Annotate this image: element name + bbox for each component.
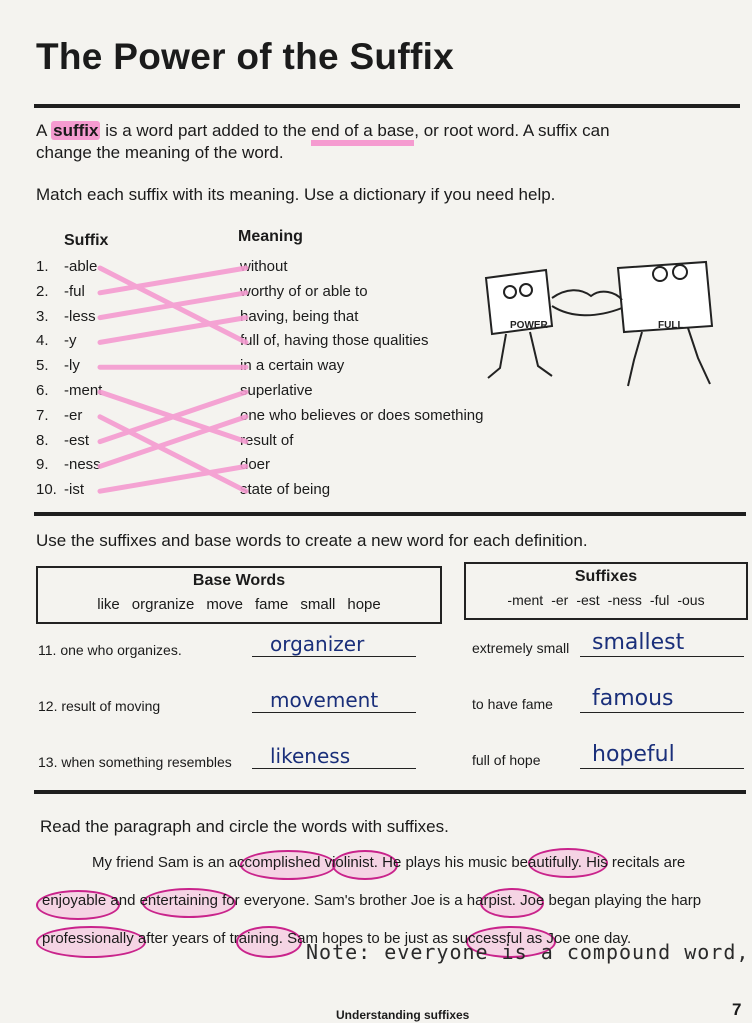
- meaning-item: having, being that: [240, 308, 359, 325]
- match-number: 2.: [36, 283, 49, 300]
- base-words-list: [38, 596, 440, 613]
- suffix-item: -est: [64, 432, 90, 449]
- meaning-item: result of: [240, 432, 294, 449]
- meaning-item: one who believes or does something: [240, 407, 484, 424]
- answer-line: [580, 712, 744, 713]
- suffix-option: -ous: [677, 592, 705, 608]
- definition-label: full of hope: [472, 752, 541, 768]
- create-word-instruction: Use the suffixes and base words to create a new word for each definition.: [36, 531, 588, 550]
- suffix-header: Suffix: [64, 232, 109, 249]
- meaning-item: in a certain way: [240, 357, 345, 374]
- paragraph-line-2: enjoyable and entertaining for everyone. Sam's brother Joe is a harpist. Joe began playing the harp: [42, 892, 702, 909]
- suffixes-list: [466, 592, 746, 608]
- match-number: 6.: [36, 382, 49, 399]
- definition-label: 11. one who organizes.: [38, 642, 182, 658]
- page-title: The Power of the Suffix: [36, 36, 455, 77]
- match-number: 3.: [36, 308, 49, 325]
- end-of-base-phrase: end of a base: [311, 121, 414, 146]
- page-number: 7: [732, 1000, 742, 1019]
- meaning-item: full of, having those qualities: [240, 332, 429, 349]
- paragraph-line-1: My friend Sam is an accomplished violinist. He plays his music beautifully. His recitals are: [92, 854, 686, 871]
- suffix-item: -ful: [64, 283, 85, 300]
- base-word: like: [97, 596, 120, 613]
- suffix-item: -er: [64, 407, 83, 424]
- definition-label: 13. when something resembles: [38, 754, 232, 770]
- meaning-item: state of being: [240, 481, 331, 498]
- section-rule-2: [34, 790, 746, 794]
- suffix-option: -ment: [507, 592, 544, 608]
- match-number: 8.: [36, 432, 49, 449]
- suffixes-title: Suffixes: [574, 568, 638, 585]
- match-number: 5.: [36, 357, 49, 374]
- suffix-option: -ful: [649, 592, 670, 608]
- answer-line: [252, 768, 416, 769]
- handwritten-note: Note: everyone is a compound word,: [306, 940, 750, 964]
- footer-caption: Understanding suffixes: [336, 1008, 470, 1022]
- definition-label: 12. result of moving: [38, 698, 161, 714]
- base-word: orgranize: [131, 596, 195, 613]
- match-number: 9.: [36, 456, 49, 473]
- power-label: POWER: [510, 320, 548, 331]
- suffix-item: -ment: [64, 382, 103, 399]
- match-line: [100, 417, 246, 467]
- meaning-item: doer: [240, 456, 271, 473]
- base-word: hope: [347, 596, 381, 613]
- answer-line: [252, 656, 416, 657]
- answer-line: [252, 712, 416, 713]
- match-number: 7.: [36, 407, 49, 424]
- answer-text[interactable]: hopeful: [592, 742, 675, 767]
- suffix-item: -less: [64, 308, 96, 325]
- answer-text[interactable]: movement: [270, 688, 379, 712]
- suffix-item: -able: [64, 258, 98, 275]
- intro-paragraph: A suffix is a word part added to the end of a base, or root word. A suffix can change the meaning of the word.: [36, 121, 610, 162]
- full-label: FULL: [658, 320, 684, 331]
- match-instruction: Match each suffix with its meaning. Use a dictionary if you need help.: [36, 185, 556, 204]
- suffixes-box: [464, 562, 748, 620]
- match-number: 10.: [36, 481, 57, 498]
- match-line: [100, 293, 246, 318]
- base-words-box: [36, 566, 442, 624]
- suffix-option: -ness: [607, 592, 642, 608]
- answer-text[interactable]: smallest: [592, 630, 685, 655]
- answer-text[interactable]: organizer: [270, 632, 365, 656]
- answer-line: [580, 656, 744, 657]
- base-word: fame: [255, 596, 289, 613]
- suffix-term: suffix: [53, 121, 99, 140]
- base-word: move: [206, 596, 243, 613]
- match-number: 4.: [36, 332, 49, 349]
- suffix-item: -y: [64, 332, 77, 349]
- circle-instruction: Read the paragraph and circle the words with suffixes.: [40, 817, 449, 836]
- definition-label: to have fame: [472, 696, 553, 712]
- suffix-item: -ness: [64, 456, 101, 473]
- meaning-item: without: [240, 258, 288, 275]
- base-words-title: Base Words: [192, 572, 286, 589]
- section-rule-1: [34, 512, 746, 516]
- suffix-item: -ly: [64, 357, 80, 374]
- suffix-option: -er: [551, 592, 569, 608]
- meaning-item: worthy of or able to: [240, 283, 368, 300]
- meaning-item: superlative: [240, 382, 313, 399]
- match-number: 1.: [36, 258, 49, 275]
- answer-text[interactable]: famous: [592, 686, 674, 711]
- answer-line: [580, 768, 744, 769]
- paragraph-line-3: professionally after years of training. Sam hopes to be just as successful as Joe one day.: [42, 930, 632, 947]
- definition-label: extremely small: [472, 640, 570, 656]
- meaning-header: Meaning: [238, 228, 303, 245]
- answer-text[interactable]: likeness: [270, 744, 351, 768]
- base-word: small: [300, 596, 336, 613]
- suffix-option: -est: [576, 592, 600, 608]
- suffix-item: -ist: [64, 481, 84, 498]
- power-full-cartoon: [466, 248, 752, 398]
